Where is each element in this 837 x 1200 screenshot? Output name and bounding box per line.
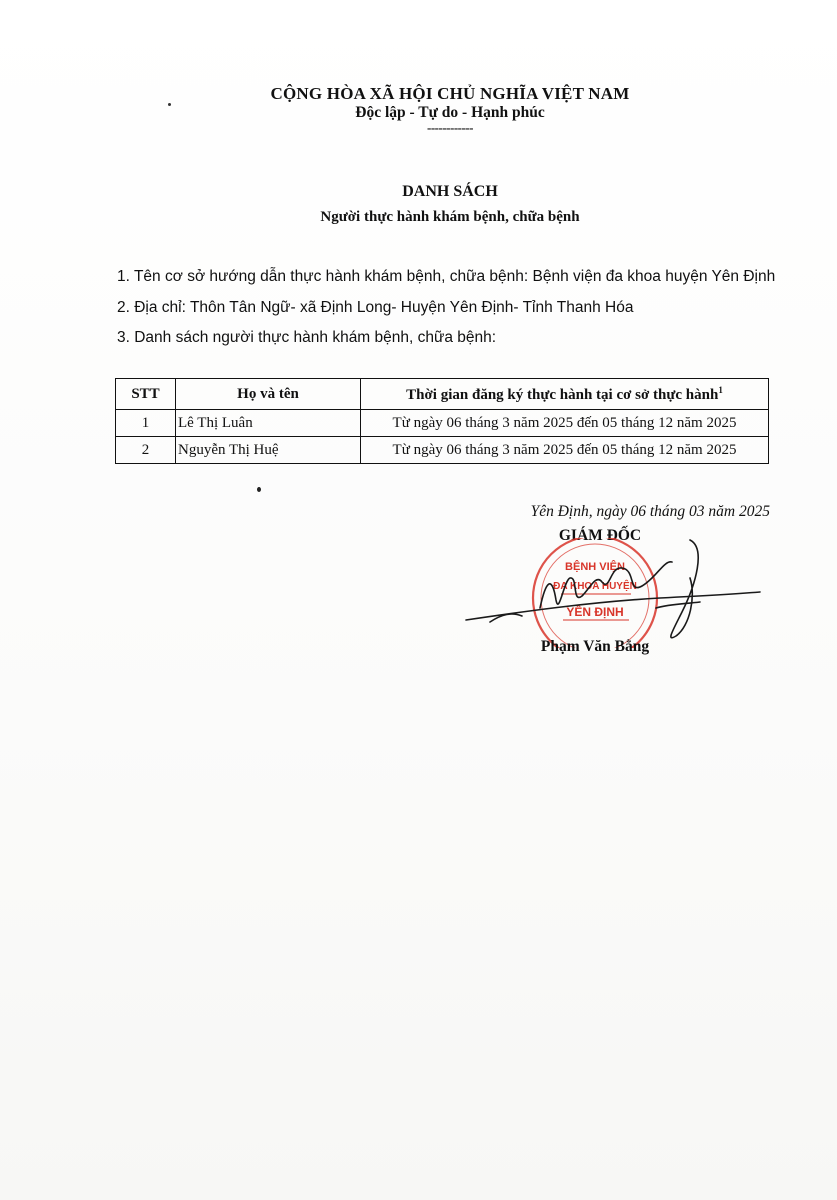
signer-name: Phạm Văn Bằng: [540, 638, 650, 655]
place-date: Yên Định, ngày 06 tháng 03 năm 2025: [530, 503, 770, 520]
speck: [257, 487, 261, 492]
handwritten-signature-icon: [460, 520, 780, 650]
cell-time: Từ ngày 06 tháng 3 năm 2025 đến 05 tháng 12 năm 2025: [361, 437, 769, 464]
list-item-practitioners: 3. Danh sách người thực hành khám bệnh, chữa bệnh:: [117, 329, 497, 346]
table-row: [116, 410, 769, 437]
list-item-address: 2. Địa chỉ: Thôn Tân Ngữ- xã Định Long- Huyện Yên Định- Tỉnh Thanh Hóa: [117, 299, 634, 316]
cell-stt: 2: [116, 437, 176, 464]
speck: [168, 103, 171, 106]
signer-title: GIÁM ĐỐC: [558, 527, 642, 544]
motto-line: Độc lập - Tự do - Hạnh phúc: [355, 104, 545, 121]
cell-name: Lê Thị Luân: [176, 410, 361, 437]
stamp-line: BỆNH VIỆN: [565, 561, 625, 573]
nation-heading: CỘNG HÒA XÃ HỘI CHỦ NGHĨA VIỆT NAM: [270, 84, 630, 103]
separator-dashes: ------------: [427, 120, 473, 135]
header-name: Họ và tên: [176, 379, 361, 410]
cell-time: Từ ngày 06 tháng 3 năm 2025 đến 05 tháng 12 năm 2025: [361, 410, 769, 437]
stamp-line: YÊN ĐỊNH: [566, 605, 624, 619]
footnote-marker: 1: [718, 384, 723, 395]
table-header-row: [116, 379, 769, 410]
document-subtitle: Người thực hành khám bệnh, chữa bệnh: [320, 209, 580, 225]
table-row: [116, 437, 769, 464]
cell-name: Nguyễn Thị Huệ: [176, 437, 361, 464]
stamp-line: ĐA KHOA HUYỆN: [553, 581, 637, 592]
header-time-label: Thời gian đăng ký thực hành tại cơ sở thực hành: [406, 386, 719, 403]
cell-stt: 1: [116, 410, 176, 437]
list-item-facility: 1. Tên cơ sở hướng dẫn thực hành khám bệnh, chữa bệnh: Bệnh viện đa khoa huyện Yên Định: [117, 268, 776, 285]
document-title: DANH SÁCH: [402, 183, 498, 200]
practitioner-table: [115, 378, 769, 464]
header-stt: STT: [116, 379, 176, 410]
header-time: [361, 379, 769, 410]
